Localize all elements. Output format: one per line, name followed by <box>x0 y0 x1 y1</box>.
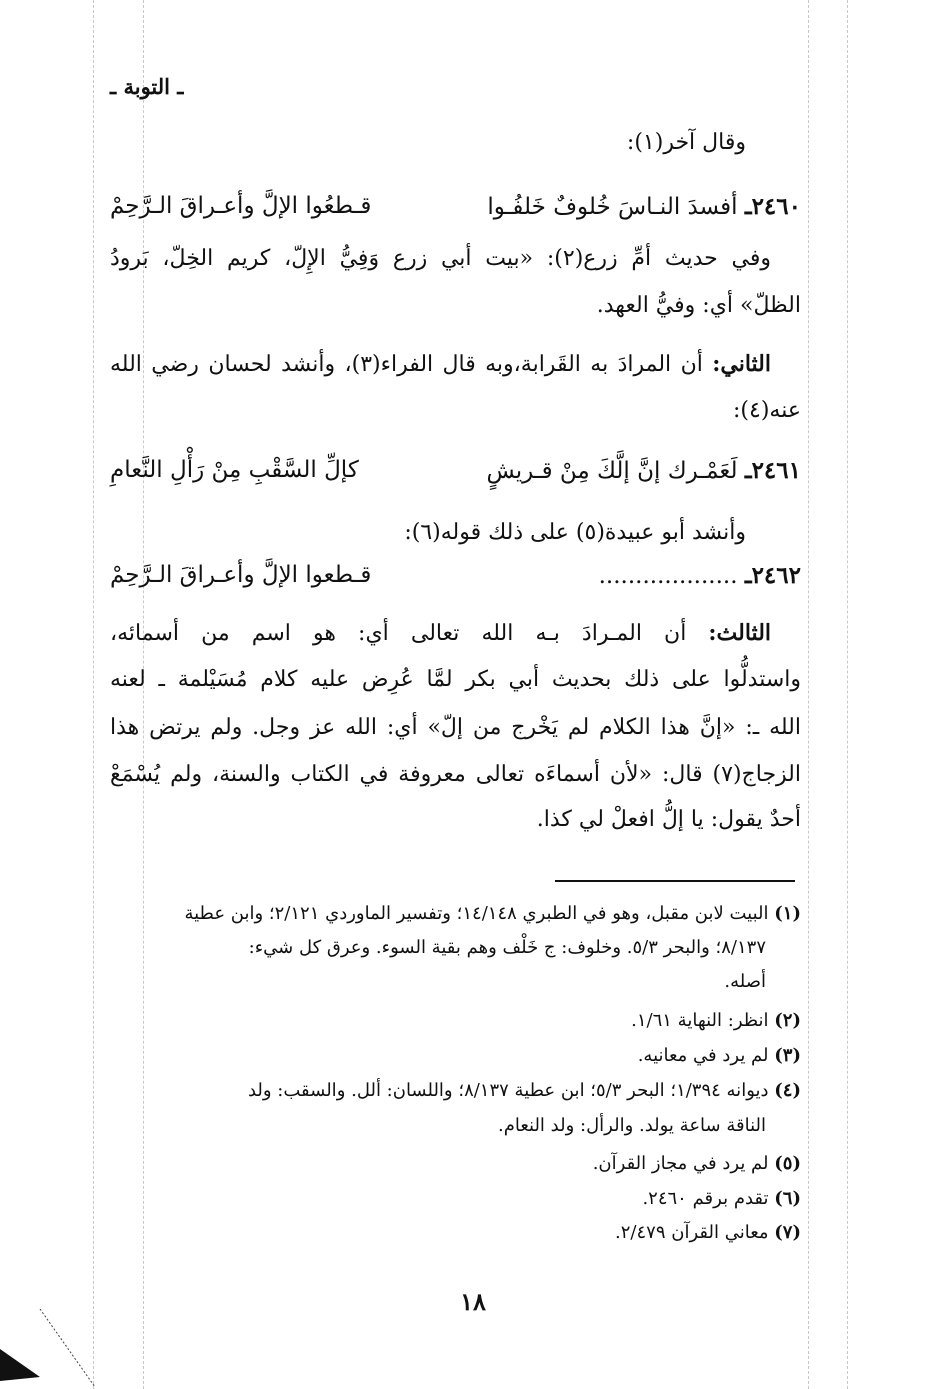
paragraph-line: الظلّ» أي: وفيُّ العهد. <box>596 293 801 318</box>
paragraph-line: الثاني: أن المرادَ به القَرابة،وبه قال الفراء(٣)، وأنشد لحسان رضي الله <box>110 351 771 377</box>
paragraph-line: وأنشد أبو عبيدة(٥) على ذلك قوله(٦): <box>404 520 746 545</box>
paragraph-line: وفي حديث أمِّ زرع(٢): «بيت أبي زرع وَفِيُّ الإِلّ، كريم الخِلّ، بَرودُ <box>110 246 771 271</box>
verse-number: ٢٤٦٠ـ <box>744 193 801 220</box>
verse-first-hemistich: ٢٤٦٠ـ أفسدَ النـاسَ خُلوفٌ خَلفُـوا <box>487 193 801 220</box>
footnote: (١) البيت لابن مقبل، وهو في الطبري ١٤/١٤٨؛ وتفسير الماوردي ٢/١٢١؛ وابن عطية <box>184 903 801 924</box>
verse-number: ٢٤٦٢ـ <box>744 562 801 589</box>
paragraph-line: الله ـ: «إنَّ هذا الكلام لم يَخْرج من إلّ» أي: الله عز وجل. ولم يرتض هذا <box>110 715 801 740</box>
paragraph-line: الزجاج(٧) قال: «لأن أسماءَه تعالى معروفة في الكتاب والسنة، ولم يُسْمَعْ <box>110 762 801 787</box>
section-label: الثاني: <box>712 351 771 377</box>
verse-first-hemistich: ٢٤٦١ـ لَعَمْـرك إنَّ إلَّكَ مِنْ قـريشٍ <box>486 457 801 484</box>
verse-second-hemistich: كإلِّ السَّقْبِ مِنْ رَأْلِ النَّعامِ <box>110 457 359 483</box>
paragraph-line: واستدلُّوا على ذلك بحديث أبي بكر لمَّا عُرِض عليه كلام مُسَيْلمة ـ لعنه <box>110 667 801 692</box>
footnote-continuation: ٨/١٣٧؛ والبحر ٥/٣. وخلوف: ج خَلْف وهم بقية السوء. وعرق كل شيء: <box>248 937 766 958</box>
footnote: (٤) ديوانه ١/٣٩٤؛ البحر ٥/٣؛ ابن عطية ٨/١٣٧؛ واللسان: ألل. والسقب: ولد <box>247 1080 801 1101</box>
footnote-continuation: أصله. <box>724 971 766 992</box>
footnote-continuation: الناقة ساعة يولد. والرأل: ولد النعام. <box>497 1115 766 1136</box>
paragraph-line: أحدٌ يقول: يا إلُّ افعلْ لي كذا. <box>536 807 801 832</box>
running-header: ـ التوبة ـ <box>110 74 184 99</box>
footnote: (٢) انظر: النهاية ١/٦١. <box>631 1010 801 1031</box>
verse-number: ٢٤٦١ـ <box>744 457 801 484</box>
footnote: (٥) لم يرد في مجاز القرآن. <box>592 1153 801 1174</box>
verse-second-hemistich: قـطعُوا الإلَّ وأعـراقَ الـرَّحِمْ <box>110 193 372 219</box>
verse-second-hemistich: قـطعوا الإلَّ وأعـراقَ الـرَّحِمْ <box>110 562 372 588</box>
page-number: ١٨ <box>460 1287 486 1316</box>
paragraph-line: عنه(٤): <box>733 398 801 423</box>
verse-first-hemistich: ٢٤٦٢ـ ................... <box>598 562 801 589</box>
paragraph-line: الثالث: أن المـرادَ بـه الله تعالى أي: هو اسم من أسمائه، <box>110 620 772 646</box>
footnote: (٣) لم يرد في معانيه. <box>637 1045 801 1066</box>
section-label: الثالث: <box>708 620 772 646</box>
footnote: (٧) معاني القرآن ٢/٤٧٩. <box>615 1222 801 1243</box>
scan-corner-mark <box>0 1309 100 1389</box>
footnote-separator <box>555 880 795 882</box>
intro-line: وقال آخر(١): <box>626 130 746 155</box>
footnote: (٦) تقدم برقم ٢٤٦٠. <box>642 1188 801 1209</box>
